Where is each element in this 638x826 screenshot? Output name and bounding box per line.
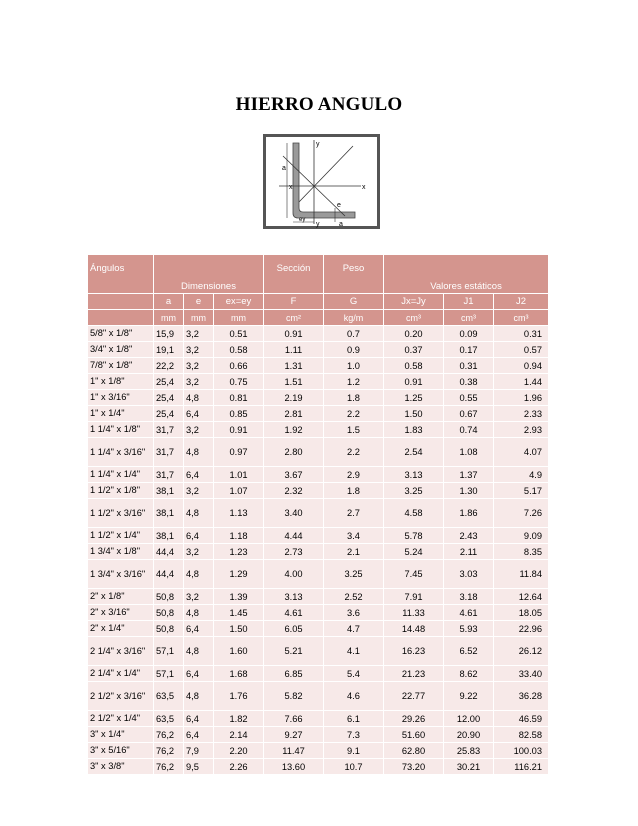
dimension-a-cell: 76,2: [154, 727, 184, 743]
label-y-bottom: y: [316, 221, 320, 228]
j1-cell: 8.62: [444, 666, 494, 682]
dimension-a-cell: 63,5: [154, 682, 184, 711]
j1-cell: 12.00: [444, 711, 494, 727]
angle-properties-table: [87, 254, 549, 775]
unit-empty: [88, 310, 154, 326]
angle-size-cell: 1 1/4" x 3/16": [88, 438, 154, 467]
j2-cell: 4.07: [494, 438, 549, 467]
jx-jy-cell: 1.83: [384, 422, 444, 438]
weight-cell: 1.2: [324, 374, 384, 390]
angle-profile-diagram: [263, 134, 380, 229]
ex-ey-cell: 0.97: [214, 438, 264, 467]
dimension-e-cell: 4,8: [184, 499, 214, 528]
table-row: [88, 467, 549, 483]
dimension-e-cell: 9,5: [184, 759, 214, 775]
j2-cell: 2.93: [494, 422, 549, 438]
weight-cell: 2.2: [324, 406, 384, 422]
weight-cell: 2.52: [324, 589, 384, 605]
header-seccion: Sección: [264, 255, 324, 294]
subheader-a: a: [154, 294, 184, 310]
jx-jy-cell: 14.48: [384, 621, 444, 637]
j2-cell: 1.44: [494, 374, 549, 390]
table-row: [88, 605, 549, 621]
table-row: [88, 390, 549, 406]
angle-size-cell: 2" x 1/4": [88, 621, 154, 637]
angle-size-cell: 1" x 3/16": [88, 390, 154, 406]
subheader-f: F: [264, 294, 324, 310]
j1-cell: 9.22: [444, 682, 494, 711]
jx-jy-cell: 7.91: [384, 589, 444, 605]
section-cell: 5.82: [264, 682, 324, 711]
ex-ey-cell: 1.07: [214, 483, 264, 499]
weight-cell: 1.8: [324, 390, 384, 406]
ex-ey-cell: 0.75: [214, 374, 264, 390]
weight-cell: 4.6: [324, 682, 384, 711]
j2-cell: 11.84: [494, 560, 549, 589]
j2-cell: 5.17: [494, 483, 549, 499]
j2-cell: 7.26: [494, 499, 549, 528]
ex-ey-cell: 1.60: [214, 637, 264, 666]
jx-jy-cell: 29.26: [384, 711, 444, 727]
j1-cell: 2.11: [444, 544, 494, 560]
ex-ey-cell: 1.18: [214, 528, 264, 544]
dimension-e-cell: 4,8: [184, 560, 214, 589]
weight-cell: 2.1: [324, 544, 384, 560]
table-row: [88, 759, 549, 775]
subheader-g: G: [324, 294, 384, 310]
section-cell: 1.11: [264, 342, 324, 358]
jx-jy-cell: 5.24: [384, 544, 444, 560]
angle-size-cell: 3/4" x 1/8": [88, 342, 154, 358]
weight-cell: 4.1: [324, 637, 384, 666]
dimension-a-cell: 19,1: [154, 342, 184, 358]
subheader-empty: [88, 294, 154, 310]
jx-jy-cell: 51.60: [384, 727, 444, 743]
weight-cell: 0.9: [324, 342, 384, 358]
j2-cell: 9.09: [494, 528, 549, 544]
table-row: [88, 711, 549, 727]
ex-ey-cell: 0.66: [214, 358, 264, 374]
j2-cell: 46.59: [494, 711, 549, 727]
table-row: [88, 727, 549, 743]
weight-cell: 2.7: [324, 499, 384, 528]
angle-size-cell: 1" x 1/8": [88, 374, 154, 390]
j1-cell: 3.18: [444, 589, 494, 605]
section-cell: 1.31: [264, 358, 324, 374]
dimension-e-cell: 6,4: [184, 666, 214, 682]
j1-cell: 0.55: [444, 390, 494, 406]
dimension-a-cell: 50,8: [154, 605, 184, 621]
j1-cell: 3.03: [444, 560, 494, 589]
table-row: [88, 326, 549, 342]
ex-ey-cell: 1.45: [214, 605, 264, 621]
dimension-e-cell: 6,4: [184, 727, 214, 743]
dimension-a-cell: 38,1: [154, 528, 184, 544]
j1-cell: 20.90: [444, 727, 494, 743]
j1-cell: 1.08: [444, 438, 494, 467]
section-cell: 2.32: [264, 483, 324, 499]
dimension-a-cell: 50,8: [154, 589, 184, 605]
dimension-e-cell: 6,4: [184, 621, 214, 637]
weight-cell: 5.4: [324, 666, 384, 682]
j2-cell: 116.21: [494, 759, 549, 775]
ex-ey-cell: 2.26: [214, 759, 264, 775]
jx-jy-cell: 0.58: [384, 358, 444, 374]
section-cell: 3.13: [264, 589, 324, 605]
label-x-left: x: [289, 184, 293, 191]
dimension-a-cell: 50,8: [154, 621, 184, 637]
dimension-e-cell: 4,8: [184, 390, 214, 406]
dimension-e-cell: 3,2: [184, 358, 214, 374]
dimension-e-cell: 4,8: [184, 637, 214, 666]
section-cell: 11.47: [264, 743, 324, 759]
j2-cell: 26.12: [494, 637, 549, 666]
angle-size-cell: 2" x 1/8": [88, 589, 154, 605]
table-row: [88, 621, 549, 637]
section-cell: 13.60: [264, 759, 324, 775]
j1-cell: 4.61: [444, 605, 494, 621]
j2-cell: 18.05: [494, 605, 549, 621]
dimension-e-cell: 3,2: [184, 483, 214, 499]
dimension-a-cell: 44,4: [154, 544, 184, 560]
angle-size-cell: 1 1/2" x 1/4": [88, 528, 154, 544]
dimension-a-cell: 38,1: [154, 483, 184, 499]
table-row: [88, 358, 549, 374]
jx-jy-cell: 11.33: [384, 605, 444, 621]
j2-cell: 82.58: [494, 727, 549, 743]
dimension-a-cell: 38,1: [154, 499, 184, 528]
j1-cell: 30.21: [444, 759, 494, 775]
j1-cell: 0.38: [444, 374, 494, 390]
angle-size-cell: 3" x 3/8": [88, 759, 154, 775]
jx-jy-cell: 22.77: [384, 682, 444, 711]
weight-cell: 0.7: [324, 326, 384, 342]
subheader-j2: J2: [494, 294, 549, 310]
angle-size-cell: 2" x 3/16": [88, 605, 154, 621]
dimension-e-cell: 6,4: [184, 528, 214, 544]
angle-size-cell: 1 1/2" x 1/8": [88, 483, 154, 499]
weight-cell: 9.1: [324, 743, 384, 759]
j1-cell: 1.30: [444, 483, 494, 499]
dimension-e-cell: 3,2: [184, 544, 214, 560]
j2-cell: 33.40: [494, 666, 549, 682]
ex-ey-cell: 1.23: [214, 544, 264, 560]
table-row: [88, 342, 549, 358]
table-row: [88, 528, 549, 544]
j1-cell: 0.67: [444, 406, 494, 422]
dimension-a-cell: 25,4: [154, 390, 184, 406]
weight-cell: 2.2: [324, 438, 384, 467]
dimension-e-cell: 3,2: [184, 342, 214, 358]
jx-jy-cell: 3.25: [384, 483, 444, 499]
jx-jy-cell: 0.91: [384, 374, 444, 390]
subheader-ex-ey: ex=ey: [214, 294, 264, 310]
dimension-a-cell: 15,9: [154, 326, 184, 342]
angle-size-cell: 2 1/4" x 3/16": [88, 637, 154, 666]
jx-jy-cell: 0.20: [384, 326, 444, 342]
dimension-a-cell: 76,2: [154, 759, 184, 775]
subheader-jx-jy: Jx=Jy: [384, 294, 444, 310]
table-row: [88, 438, 549, 467]
weight-cell: 6.1: [324, 711, 384, 727]
weight-cell: 1.0: [324, 358, 384, 374]
section-cell: 5.21: [264, 637, 324, 666]
dimension-e-cell: 6,4: [184, 406, 214, 422]
ex-ey-cell: 1.76: [214, 682, 264, 711]
angle-size-cell: 1 1/4" x 1/4": [88, 467, 154, 483]
section-cell: 0.91: [264, 326, 324, 342]
jx-jy-cell: 5.78: [384, 528, 444, 544]
table-row: [88, 682, 549, 711]
jx-jy-cell: 4.58: [384, 499, 444, 528]
dimension-e-cell: 3,2: [184, 422, 214, 438]
weight-cell: 1.8: [324, 483, 384, 499]
angle-size-cell: 5/8" x 1/8": [88, 326, 154, 342]
dimension-e-cell: 3,2: [184, 589, 214, 605]
section-cell: 3.40: [264, 499, 324, 528]
dimension-a-cell: 76,2: [154, 743, 184, 759]
angle-size-cell: 7/8" x 1/8": [88, 358, 154, 374]
jx-jy-cell: 2.54: [384, 438, 444, 467]
j2-cell: 0.94: [494, 358, 549, 374]
weight-cell: 1.5: [324, 422, 384, 438]
weight-cell: 3.4: [324, 528, 384, 544]
j2-cell: 0.31: [494, 326, 549, 342]
angle-size-cell: 1 3/4" x 1/8": [88, 544, 154, 560]
label-a-bottom: a: [339, 221, 343, 228]
dimension-a-cell: 22,2: [154, 358, 184, 374]
ex-ey-cell: 1.50: [214, 621, 264, 637]
j2-cell: 12.64: [494, 589, 549, 605]
ex-ey-cell: 0.58: [214, 342, 264, 358]
weight-cell: 7.3: [324, 727, 384, 743]
section-cell: 2.19: [264, 390, 324, 406]
weight-cell: 4.7: [324, 621, 384, 637]
ex-ey-cell: 0.85: [214, 406, 264, 422]
weight-cell: 3.6: [324, 605, 384, 621]
jx-jy-cell: 1.50: [384, 406, 444, 422]
section-cell: 4.61: [264, 605, 324, 621]
angle-size-cell: 1" x 1/4": [88, 406, 154, 422]
page-title: HIERRO ANGULO: [235, 94, 403, 115]
dimension-e-cell: 4,8: [184, 605, 214, 621]
dimension-a-cell: 25,4: [154, 374, 184, 390]
subheader-j1: J1: [444, 294, 494, 310]
weight-cell: 2.9: [324, 467, 384, 483]
ex-ey-cell: 1.01: [214, 467, 264, 483]
jx-jy-cell: 21.23: [384, 666, 444, 682]
section-cell: 2.81: [264, 406, 324, 422]
angle-size-cell: 2 1/2" x 1/4": [88, 711, 154, 727]
j2-cell: 22.96: [494, 621, 549, 637]
ex-ey-cell: 0.81: [214, 390, 264, 406]
unit-j1: cm³: [444, 310, 494, 326]
dimension-e-cell: 6,4: [184, 467, 214, 483]
jx-jy-cell: 3.13: [384, 467, 444, 483]
angle-size-cell: 2 1/4" x 1/4": [88, 666, 154, 682]
dimension-a-cell: 44,4: [154, 560, 184, 589]
jx-jy-cell: 1.25: [384, 390, 444, 406]
ex-ey-cell: 2.20: [214, 743, 264, 759]
dimension-e-cell: 3,2: [184, 374, 214, 390]
weight-cell: 3.25: [324, 560, 384, 589]
label-e: e: [337, 202, 341, 209]
table-row: [88, 499, 549, 528]
jx-jy-cell: 16.23: [384, 637, 444, 666]
ex-ey-cell: 1.82: [214, 711, 264, 727]
label-ey: ey: [299, 217, 306, 223]
angle-size-cell: 1 1/2" x 3/16": [88, 499, 154, 528]
j1-cell: 6.52: [444, 637, 494, 666]
header-valores-estaticos: Valores estáticos: [384, 255, 549, 294]
section-cell: 6.85: [264, 666, 324, 682]
dimension-a-cell: 31,7: [154, 422, 184, 438]
dimension-e-cell: 7,9: [184, 743, 214, 759]
section-cell: 2.80: [264, 438, 324, 467]
j2-cell: 1.96: [494, 390, 549, 406]
table-row: [88, 589, 549, 605]
label-a-left: a: [282, 165, 286, 172]
header-dimensiones: Dimensiones: [154, 255, 264, 294]
j2-cell: 2.33: [494, 406, 549, 422]
j2-cell: 0.57: [494, 342, 549, 358]
subheader-e: e: [184, 294, 214, 310]
j2-cell: 100.03: [494, 743, 549, 759]
label-y-top: y: [316, 141, 320, 148]
j1-cell: 1.86: [444, 499, 494, 528]
j1-cell: 0.31: [444, 358, 494, 374]
header-angulos: Ángulos: [88, 255, 154, 294]
header-peso: Peso: [324, 255, 384, 294]
unit-a: mm: [154, 310, 184, 326]
j2-cell: 36.28: [494, 682, 549, 711]
j1-cell: 1.37: [444, 467, 494, 483]
dimension-e-cell: 3,2: [184, 326, 214, 342]
unit-jx-jy: cm³: [384, 310, 444, 326]
j1-cell: 0.09: [444, 326, 494, 342]
table-row: [88, 406, 549, 422]
section-cell: 1.92: [264, 422, 324, 438]
section-cell: 6.05: [264, 621, 324, 637]
dimension-e-cell: 4,8: [184, 682, 214, 711]
dimension-a-cell: 31,7: [154, 467, 184, 483]
dimension-a-cell: 25,4: [154, 406, 184, 422]
unit-ex-ey: mm: [214, 310, 264, 326]
ex-ey-cell: 2.14: [214, 727, 264, 743]
angle-size-cell: 1 3/4" x 3/16": [88, 560, 154, 589]
table-row: [88, 422, 549, 438]
j1-cell: 2.43: [444, 528, 494, 544]
section-cell: 7.66: [264, 711, 324, 727]
ex-ey-cell: 0.51: [214, 326, 264, 342]
jx-jy-cell: 0.37: [384, 342, 444, 358]
table-row: [88, 544, 549, 560]
j1-cell: 5.93: [444, 621, 494, 637]
ex-ey-cell: 0.91: [214, 422, 264, 438]
table-row: [88, 666, 549, 682]
dimension-a-cell: 57,1: [154, 666, 184, 682]
dimension-e-cell: 6,4: [184, 711, 214, 727]
j2-cell: 4.9: [494, 467, 549, 483]
jx-jy-cell: 7.45: [384, 560, 444, 589]
section-cell: 9.27: [264, 727, 324, 743]
table-row: [88, 743, 549, 759]
section-cell: 4.00: [264, 560, 324, 589]
table-row: [88, 374, 549, 390]
dimension-a-cell: 57,1: [154, 637, 184, 666]
unit-f: cm²: [264, 310, 324, 326]
dimension-e-cell: 4,8: [184, 438, 214, 467]
table-row: [88, 560, 549, 589]
jx-jy-cell: 73.20: [384, 759, 444, 775]
ex-ey-cell: 1.29: [214, 560, 264, 589]
angle-size-cell: 3" x 1/4": [88, 727, 154, 743]
ex-ey-cell: 1.68: [214, 666, 264, 682]
j1-cell: 25.83: [444, 743, 494, 759]
ex-ey-cell: 1.39: [214, 589, 264, 605]
unit-e: mm: [184, 310, 214, 326]
weight-cell: 10.7: [324, 759, 384, 775]
jx-jy-cell: 62.80: [384, 743, 444, 759]
angle-size-cell: 2 1/2" x 3/16": [88, 682, 154, 711]
dimension-a-cell: 31,7: [154, 438, 184, 467]
unit-g: kg/m: [324, 310, 384, 326]
ex-ey-cell: 1.13: [214, 499, 264, 528]
dimension-a-cell: 63,5: [154, 711, 184, 727]
table-row: [88, 483, 549, 499]
angle-size-cell: 3" x 5/16": [88, 743, 154, 759]
section-cell: 2.73: [264, 544, 324, 560]
table-row: [88, 637, 549, 666]
label-x-right: x: [362, 184, 366, 191]
section-cell: 4.44: [264, 528, 324, 544]
j1-cell: 0.17: [444, 342, 494, 358]
section-cell: 1.51: [264, 374, 324, 390]
section-cell: 3.67: [264, 467, 324, 483]
unit-j2: cm³: [494, 310, 549, 326]
j1-cell: 0.74: [444, 422, 494, 438]
angle-size-cell: 1 1/4" x 1/8": [88, 422, 154, 438]
j2-cell: 8.35: [494, 544, 549, 560]
